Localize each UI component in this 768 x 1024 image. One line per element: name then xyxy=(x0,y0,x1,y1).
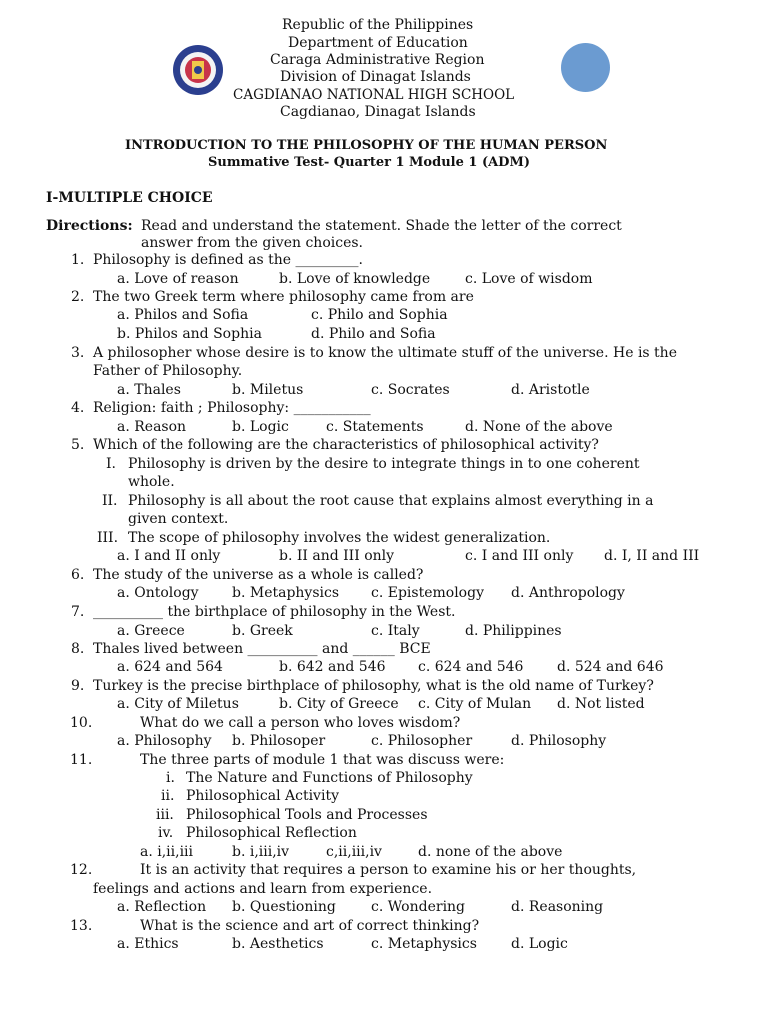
q11-number: 11. xyxy=(70,752,93,768)
q12-choice-b: b. Questioning xyxy=(232,899,336,915)
q13-choice-a: a. Ethics xyxy=(117,936,179,952)
q13-choice-d: d. Logic xyxy=(511,936,568,952)
q5-text: Which of the following are the characteristics of philosophical activity? xyxy=(93,437,599,453)
q12-choice-c: c. Wondering xyxy=(371,899,466,915)
header-line-1: Republic of the Philippines xyxy=(282,17,474,33)
q5-number: 5. xyxy=(71,437,85,453)
directions-text: Read and understand the statement. Shade the letter of the correct xyxy=(141,218,622,234)
q11-item-4: Philosophical Reflection xyxy=(186,825,357,841)
q12-choice-d: d. Reasoning xyxy=(511,899,604,915)
directions-label: Directions: xyxy=(46,218,133,234)
q7-choice-c: c. Italy xyxy=(371,623,420,639)
q12-text: It is an activity that requires a person to examine his or her thoughts, xyxy=(140,862,637,878)
q7-choice-a: a. Greece xyxy=(117,623,185,639)
q2-text: The two Greek term where philosophy came from are xyxy=(93,289,474,305)
header-line-6: Cagdianao, Dinagat Islands xyxy=(280,104,476,120)
q5-roman-1: I. xyxy=(106,456,116,472)
q11-roman-iv: iv. xyxy=(158,825,174,841)
directions-text-cont: answer from the given choices. xyxy=(141,235,363,251)
q6-choice-c: c. Epistemology xyxy=(371,585,484,601)
q7-number: 7. xyxy=(71,604,85,620)
section-heading: I-MULTIPLE CHOICE xyxy=(46,190,213,206)
q11-choice-a: a. i,ii,iii xyxy=(140,844,194,860)
q6-text: The study of the universe as a whole is called? xyxy=(93,567,424,583)
q10-choice-b: b. Philosoper xyxy=(232,733,326,749)
q13-choice-c: c. Metaphysics xyxy=(371,936,477,952)
q12-number: 12. xyxy=(70,862,93,878)
q5-roman-3: III. xyxy=(97,530,119,546)
q12-text-cont: feelings and actions and learn from experience. xyxy=(93,881,433,897)
q6-choice-a: a. Ontology xyxy=(117,585,199,601)
q7-choice-b: b. Greek xyxy=(232,623,293,639)
q13-number: 13. xyxy=(70,918,93,934)
q13-text: What is the science and art of correct thinking? xyxy=(140,918,480,934)
q10-choice-a: a. Philosophy xyxy=(117,733,212,749)
q5-choice-a: a. I and II only xyxy=(117,548,221,564)
q11-text: The three parts of module 1 that was discuss were: xyxy=(140,752,505,768)
q11-item-2: Philosophical Activity xyxy=(186,788,339,804)
q3-choice-d: d. Aristotle xyxy=(511,382,590,398)
q5-choice-c: c. I and III only xyxy=(465,548,574,564)
q9-choice-c: c. City of Mulan xyxy=(418,696,532,712)
q1-choice-c: c. Love of wisdom xyxy=(465,271,593,287)
q2-choice-b: b. Philos and Sophia xyxy=(117,326,262,342)
q4-choice-d: d. None of the above xyxy=(465,419,613,435)
q3-choice-b: b. Miletus xyxy=(232,382,304,398)
q1-choice-a: a. Love of reason xyxy=(117,271,239,287)
q6-choice-b: b. Metaphysics xyxy=(232,585,340,601)
q4-choice-a: a. Reason xyxy=(117,419,187,435)
q5-statement-1: Philosophy is driven by the desire to integrate things in to one coherent xyxy=(128,456,640,472)
q5-statement-2: Philosophy is all about the root cause that explains almost everything in a xyxy=(128,493,654,509)
q1-number: 1. xyxy=(71,252,85,268)
q10-choice-c: c. Philosopher xyxy=(371,733,473,749)
q7-choice-d: d. Philippines xyxy=(465,623,562,639)
q1-text: Philosophy is defined as the _________. xyxy=(93,252,363,268)
q13-choice-b: b. Aesthetics xyxy=(232,936,324,952)
document-title: INTRODUCTION TO THE PHILOSOPHY OF THE HUMAN PERSON xyxy=(125,138,608,153)
q11-choice-d: d. none of the above xyxy=(418,844,563,860)
q5-statement-3: The scope of philosophy involves the widest generalization. xyxy=(128,530,551,546)
q3-choice-c: c. Socrates xyxy=(371,382,450,398)
q7-text: __________ the birthplace of philosophy in the West. xyxy=(93,604,456,620)
q3-choice-a: a. Thales xyxy=(117,382,181,398)
q5-choice-b: b. II and III only xyxy=(279,548,395,564)
header-line-2: Department of Education xyxy=(288,35,468,51)
q11-roman-ii: ii. xyxy=(161,788,175,804)
q10-choice-d: d. Philosophy xyxy=(511,733,607,749)
q9-text: Turkey is the precise birthplace of philosophy, what is the old name of Turkey? xyxy=(93,678,654,694)
q6-choice-d: d. Anthropology xyxy=(511,585,625,601)
q8-choice-b: b. 642 and 546 xyxy=(279,659,386,675)
q3-text-cont: Father of Philosophy. xyxy=(93,363,243,379)
q9-choice-b: b. City of Greece xyxy=(279,696,399,712)
q5-roman-2: II. xyxy=(102,493,118,509)
q1-choice-b: b. Love of knowledge xyxy=(279,271,431,287)
q11-roman-i: i. xyxy=(166,770,175,786)
blue-circle xyxy=(561,43,610,92)
q8-number: 8. xyxy=(71,641,85,657)
q8-text: Thales lived between __________ and ______ BCE xyxy=(93,641,431,657)
q9-choice-d: d. Not listed xyxy=(557,696,645,712)
q10-number: 10. xyxy=(70,715,93,731)
q11-choice-b: b. i,iii,iv xyxy=(232,844,290,860)
q4-number: 4. xyxy=(71,400,85,416)
q11-item-1: The Nature and Functions of Philosophy xyxy=(186,770,473,786)
header-line-5: CAGDIANAO NATIONAL HIGH SCHOOL xyxy=(233,87,515,103)
q2-choice-c: c. Philo and Sophia xyxy=(311,307,448,323)
q4-choice-c: c. Statements xyxy=(326,419,424,435)
q9-choice-a: a. City of Miletus xyxy=(117,696,239,712)
q11-item-3: Philosophical Tools and Processes xyxy=(186,807,428,823)
q3-number: 3. xyxy=(71,345,85,361)
q8-choice-a: a. 624 and 564 xyxy=(117,659,223,675)
q12-choice-a: a. Reflection xyxy=(117,899,207,915)
q10-text: What do we call a person who loves wisdom? xyxy=(140,715,461,731)
q2-number: 2. xyxy=(71,289,85,305)
q5-statement-2-cont: given context. xyxy=(128,511,229,527)
q4-choice-b: b. Logic xyxy=(232,419,289,435)
q9-number: 9. xyxy=(71,678,85,694)
q2-choice-a: a. Philos and Sofia xyxy=(117,307,249,323)
document-subtitle: Summative Test- Quarter 1 Module 1 (ADM) xyxy=(208,155,530,170)
q3-text: A philosopher whose desire is to know the ultimate stuff of the universe. He is the xyxy=(93,345,677,361)
q5-choice-d: d. I, II and III xyxy=(604,548,700,564)
header-line-4: Division of Dinagat Islands xyxy=(280,69,471,85)
q8-choice-c: c. 624 and 546 xyxy=(418,659,524,675)
q5-statement-1-cont: whole. xyxy=(128,474,175,490)
q4-text: Religion: faith ; Philosophy: ___________ xyxy=(93,400,371,416)
header-line-3: Caraga Administrative Region xyxy=(270,52,485,68)
q2-choice-d: d. Philo and Sofia xyxy=(311,326,436,342)
q8-choice-d: d. 524 and 646 xyxy=(557,659,664,675)
q11-choice-c: c,ii,iii,iv xyxy=(326,844,382,860)
q6-number: 6. xyxy=(71,567,85,583)
deped-seal xyxy=(172,44,224,96)
q11-roman-iii: iii. xyxy=(156,807,174,823)
